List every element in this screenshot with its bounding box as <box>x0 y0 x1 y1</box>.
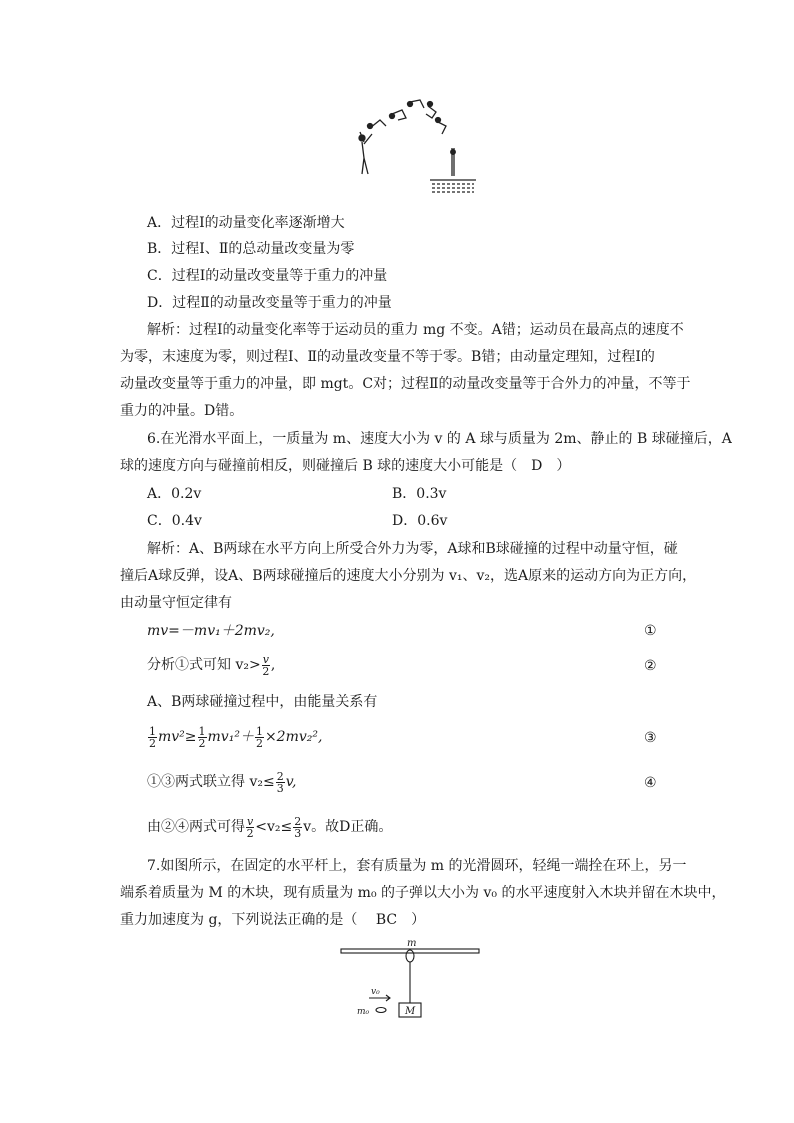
equation-1-number: ① <box>644 623 657 639</box>
q5-option-d: D．过程Ⅱ的动量改变量等于重力的冲量 <box>147 295 392 311</box>
fraction-two-thirds <box>293 816 302 839</box>
q5-analysis-line-1: 解析：过程Ⅰ的动量变化率等于运动员的重力 mg 不变。A错；运动员在最高点的速度不 <box>147 322 684 338</box>
q5-analysis-line-2: 为零，末速度为零，则过程Ⅰ、Ⅱ的动量改变量不等于零。B错；由动量定理知，过程Ⅰ的 <box>120 349 655 365</box>
fraction-v-over-2 <box>262 654 270 677</box>
q6-stem-line-2: 球的速度方向与碰撞前相反，则碰撞后 B 球的速度大小可能是（ D ） <box>120 458 571 474</box>
fraction-numerator: 1 <box>255 724 263 738</box>
fraction-denominator: 3 <box>276 781 284 795</box>
equation-3-part-3: ×2mv₂², <box>264 729 323 745</box>
fraction-two-thirds <box>276 771 285 794</box>
equation-2 <box>147 650 275 680</box>
q7-stem-line-3: 重力加速度为 g，下列说法正确的是（ BC ） <box>120 912 426 928</box>
equation-3 <box>147 722 322 752</box>
bullet <box>376 1008 386 1013</box>
label-M: M <box>405 1006 416 1017</box>
conclusion-mid: <v₂≤ <box>255 819 293 835</box>
equation-3-part-2: mv₁²＋ <box>207 729 254 745</box>
q7-figure <box>335 936 485 1022</box>
fraction-numerator: v <box>247 814 254 828</box>
q6-option-c: C．0.4v <box>147 513 202 529</box>
q5-analysis-line-3: 动量改变量等于重力的冲量，即 mgt。C对；过程Ⅱ的动量改变量等于合外力的冲量，不等于 <box>120 376 691 392</box>
equation-2-prefix: 分析①式可知 v₂> <box>147 657 261 673</box>
q5-option-c: C．过程Ⅰ的动量改变量等于重力的冲量 <box>147 268 388 284</box>
equation-3-part-1: mv²≥ <box>158 729 197 745</box>
q7-stem-line-1: 7.如图所示，在固定的水平杆上，套有质量为 m 的光滑圆环，轻绳一端拴在环上，另一 <box>147 858 687 874</box>
q7-stem-line-2: 端系着质量为 M 的木块，现有质量为 m₀ 的子弹以大小为 v₀ 的水平速度射入木块并留在木块中， <box>120 885 726 901</box>
equation-2-number: ② <box>644 658 657 674</box>
q6-analysis-line-2: 撞后A球反弹，设A、B两球碰撞后的速度大小分别为 v₁、v₂，选A原来的运动方向为正方向， <box>120 568 697 584</box>
equation-4 <box>147 767 296 797</box>
fraction-numerator: v <box>262 652 269 666</box>
q5-option-a: A．过程Ⅰ的动量变化率逐渐增大 <box>147 215 345 231</box>
fraction-denominator: 2 <box>246 826 254 840</box>
label-m0: m₀ <box>357 1007 370 1017</box>
fraction-numerator: 2 <box>276 769 284 783</box>
fraction-half-3 <box>255 726 264 749</box>
conclusion-suffix: v。故D正确。 <box>303 819 393 835</box>
q6-analysis-line-1: 解析：A、B两球在水平方向上所受合外力为零，A球和B球碰撞的过程中动量守恒，碰 <box>147 541 678 557</box>
q6-option-d: D．0.6v <box>392 513 448 529</box>
fraction-denominator: 3 <box>294 826 302 840</box>
q5-option-b: B．过程Ⅰ、Ⅱ的总动量改变量为零 <box>147 241 355 257</box>
equation-4-prefix: ①③两式联立得 v₂≤ <box>147 774 275 790</box>
q5-analysis-line-4: 重力的冲量。D错。 <box>120 403 244 419</box>
fraction-numerator: 1 <box>198 724 206 738</box>
q6-stem-line-1: 6.在光滑水平面上，一质量为 m、速度大小为 v 的 A 球与质量为 2m、静止的 B 球碰撞后，A <box>147 431 732 447</box>
fraction-denominator: 2 <box>262 664 270 678</box>
label-v0: v₀ <box>371 987 380 997</box>
equation-1: mv=－mv₁＋2mv₂, <box>147 623 275 639</box>
fraction-v-over-2 <box>246 816 254 839</box>
fraction-half-1 <box>148 726 157 749</box>
energy-intro: A、B两球碰撞过程中，由能量关系有 <box>147 694 378 710</box>
diver-figure <box>340 92 480 202</box>
q6-option-a: A．0.2v <box>147 486 202 502</box>
equation-4-number: ④ <box>644 775 657 791</box>
fraction-half-2 <box>198 726 207 749</box>
fraction-denominator: 2 <box>149 736 156 750</box>
equation-3-number: ③ <box>644 730 657 746</box>
equation-2-suffix: , <box>270 657 276 673</box>
conclusion-prefix: 由②④两式可得 <box>147 819 245 835</box>
fraction-numerator: 2 <box>294 814 302 828</box>
q6-conclusion <box>147 812 392 842</box>
equation-4-suffix: v, <box>285 774 297 790</box>
fraction-denominator: 2 <box>198 736 206 750</box>
q6-option-b: B．0.3v <box>392 486 447 502</box>
q6-analysis-line-3: 由动量守恒定律有 <box>120 595 232 611</box>
label-m: m <box>407 938 417 949</box>
fraction-numerator: 1 <box>149 724 156 738</box>
fraction-denominator: 2 <box>255 736 263 750</box>
ring <box>406 950 414 962</box>
